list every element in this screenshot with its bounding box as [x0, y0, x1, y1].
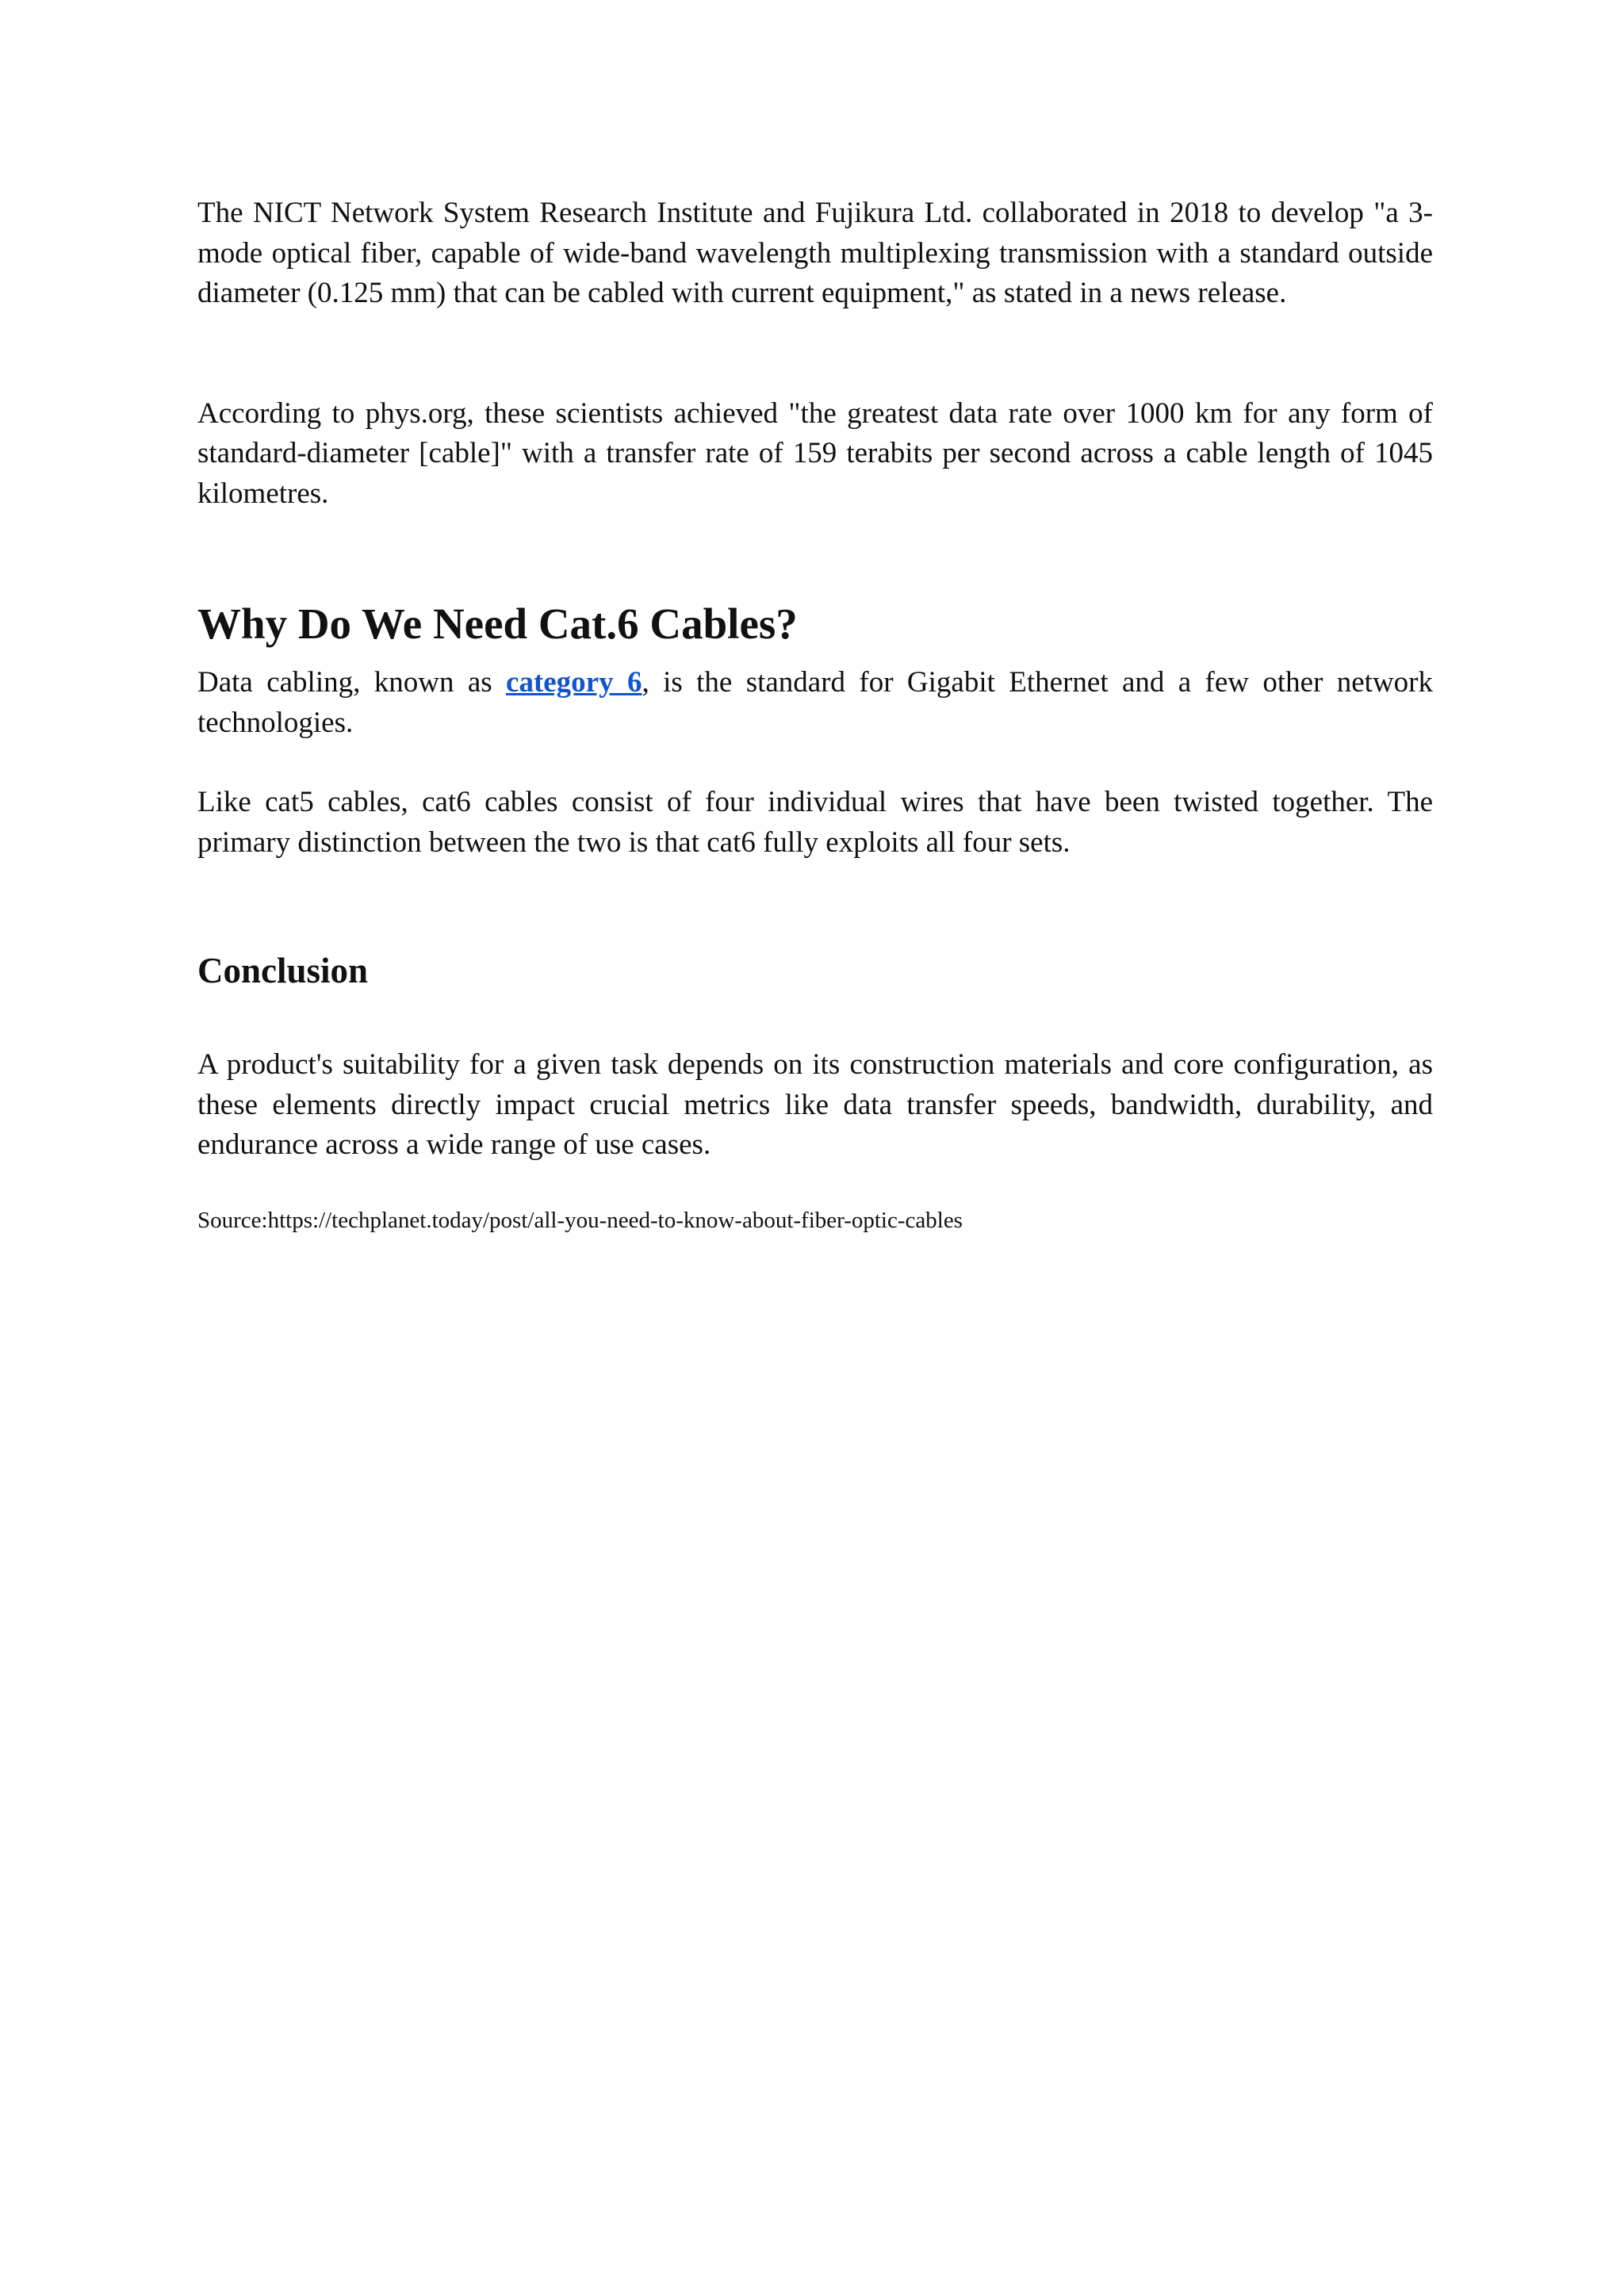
- paragraph-cat5-cat6: Like cat5 cables, cat6 cables consist of four individual wires that have been twisted together. The primary distinction between the two is that cat6 fully exploits all four sets.: [197, 786, 1433, 859]
- paragraph-data-cabling-tail: , is the standard for Gigabit Ethernet and a few other network technologies.: [197, 666, 1434, 739]
- heading-conclusion: Conclusion: [197, 951, 369, 990]
- category-6-link[interactable]: category 6: [506, 666, 642, 699]
- paragraph-conclusion: A product's suitability for a given task depends on its construction materials and core configuration, as these elements directly impact crucial metrics like data transfer speeds, bandwidth, durability, and endurance across a wide range of use cases.: [197, 1048, 1433, 1161]
- paragraph-data-cabling-lead: Data cabling, known as: [197, 666, 507, 699]
- source-line: Source:https://techplanet.today/post/all-you-need-to-know-about-fiber-optic-cables: [197, 1207, 963, 1233]
- paragraph-nict-fujikura: The NICT Network System Research Institute and Fujikura Ltd. collaborated in 2018 to develop "a 3-mode optical fiber, capable of wide-band wavelength multiplexing transmission with a standard outside diameter (0.125 mm) that can be cabled with current equipment," as stated in a news release.: [197, 197, 1433, 309]
- document-page: [197, 193, 1433, 1235]
- paragraph-data-cabling: [197, 663, 1433, 743]
- heading-why-cat6: Why Do We Need Cat.6 Cables?: [197, 599, 798, 648]
- paragraph-phys-org: According to phys.org, these scientists achieved "the greatest data rate over 1000 km for any form of standard-diameter [cable]" with a transfer rate of 159 terabits per second across a cable length of 1045 kilometres.: [197, 396, 1433, 510]
